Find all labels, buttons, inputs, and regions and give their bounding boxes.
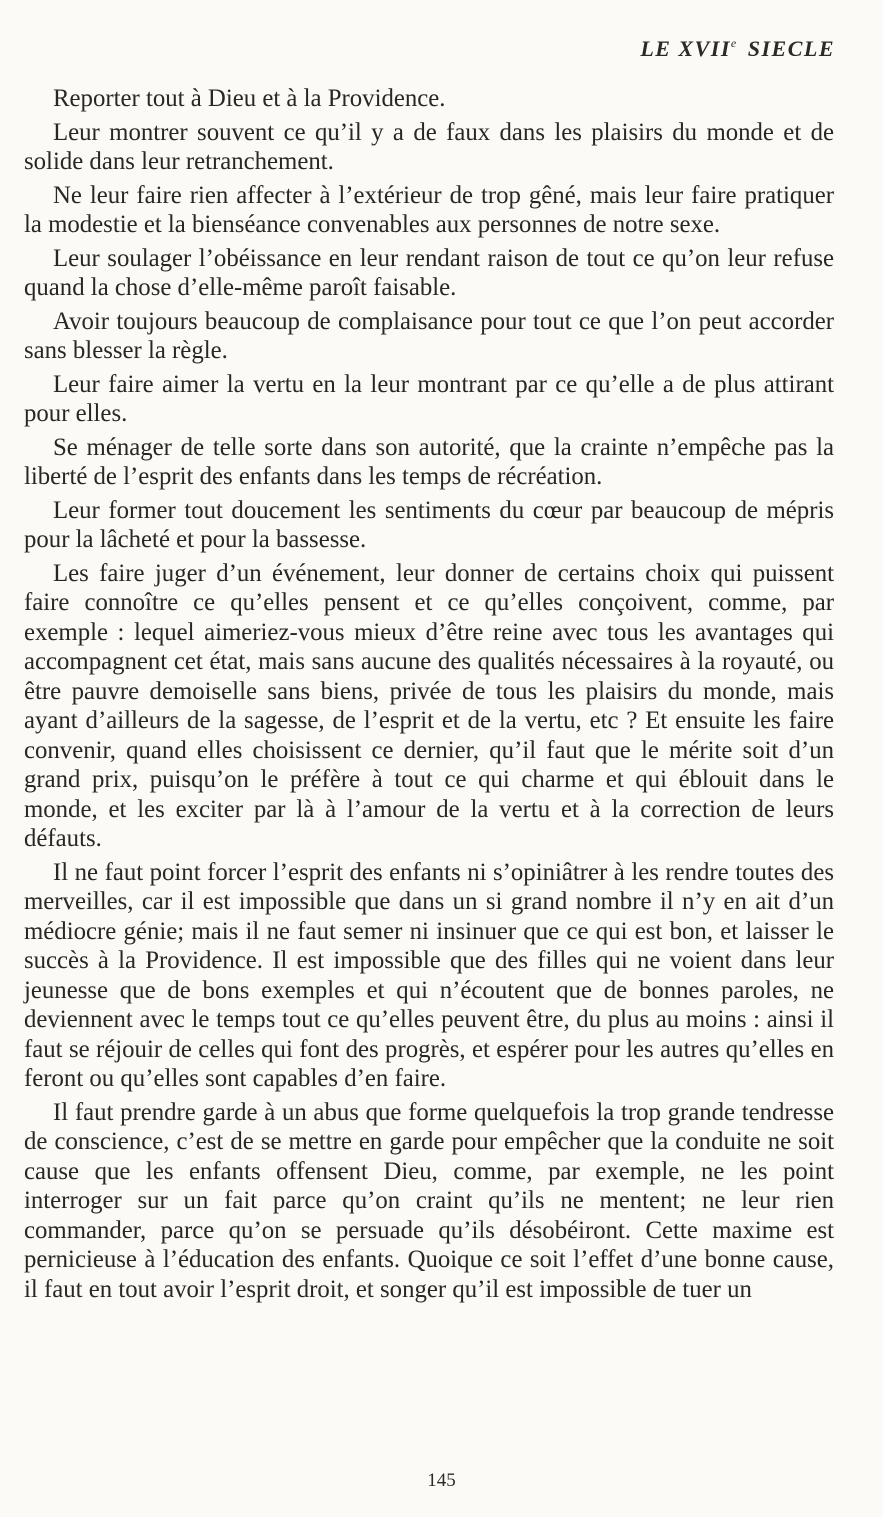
running-head-word: SIECLE	[747, 36, 835, 61]
paragraph-3: Ne leur faire rien affecter à l’extérieur de trop gêné, mais leur faire pratiquer la modestie et la bienséance convenables aux personnes de notre sexe.	[24, 181, 834, 238]
paragraph-2: Leur montrer souvent ce qu’il y a de faux dans les plaisirs du monde et de solide dans leur retranchement.	[24, 118, 834, 175]
paragraph-9: Les faire juger d’un événement, leur donner de certains choix qui puissent faire connoître ce qu’elles pensent et ce qu’elles conçoivent, comme, par exemple : lequel aimeriez-vous mieux d’être reine avec tous les avantages qui accompagnent cet état, mais sans aucune des qualités nécessaires à la royauté, ou être pauvre demoiselle sans biens, privée de tous les plaisirs du monde, mais ayant d’ailleurs de la sagesse, de l’esprit et de la vertu, etc ? Et ensuite les faire convenir, quand elles choisissent ce dernier, qu’il faut que le mérite soit d’un grand prix, puisqu’on le préfère à tout ce qui charme et qui éblouit dans le monde, et les exciter par là à l’amour de la vertu et à la correction de leurs défauts.	[24, 559, 834, 852]
paragraph-10: Il ne faut point forcer l’esprit des enfants ni s’opiniâtrer à les rendre toutes des merveilles, car il est impossible que dans un si grand nombre il n’y en ait d’un médiocre génie; mais il ne faut semer ni insinuer que ce qui est bon, et laisser le succès à la Providence. Il est impossible que des filles qui ne voient dans leur jeunesse que de bons exemples et qui n’écoutent que de bonnes paroles, ne deviennent avec le temps tout ce qu’elles peuvent être, du plus au moins : ainsi il faut se réjouir de celles qui font des progrès, et espérer pour les autres qu’elles en feront ou qu’elles sont capables d’en faire.	[24, 858, 834, 1092]
paragraph-11: Il faut prendre garde à un abus que forme quelquefois la trop grande tendresse de conscience, c’est de se mettre en garde pour empêcher que la conduite ne soit cause que les enfants offensent Dieu, comme, par exemple, ne les point interroger sur un fait parce qu’on craint qu’ils ne mentent; ne leur rien commander, parce qu’on se persuade qu’ils désobéiront. Cette maxime est pernicieuse à l’éducation des enfants. Quoique ce soit l’effet d’une bonne cause, il faut en tout avoir l’esprit droit, et songer qu’il est impossible de tuer un	[24, 1098, 834, 1303]
paragraph-5: Avoir toujours beaucoup de complaisance pour tout ce que l’on peut accorder sans blesser la règle.	[24, 307, 834, 364]
running-head	[640, 36, 835, 62]
body-text	[24, 84, 834, 1308]
paragraph-4: Leur soulager l’obéissance en leur rendant raison de tout ce qu’on leur refuse quand la chose d’elle-même paroît faisable.	[24, 244, 834, 301]
paragraph-1: Reporter tout à Dieu et à la Providence.	[53, 85, 446, 112]
page-number: 145	[427, 1470, 456, 1491]
paragraph-7: Se ménager de telle sorte dans son autorité, que la crainte n’empêche pas la liberté de l’esprit des enfants dans les temps de récréation.	[24, 433, 834, 490]
paragraph-8: Leur former tout doucement les sentiments du cœur par beaucoup de mépris pour la lâcheté et pour la bassesse.	[24, 496, 834, 553]
paragraph-6: Leur faire aimer la vertu en la leur montrant par ce qu’elle a de plus attirant pour elles.	[24, 370, 834, 427]
running-head-century: LE XVII	[640, 36, 731, 61]
running-head-superscript: e	[730, 36, 738, 50]
